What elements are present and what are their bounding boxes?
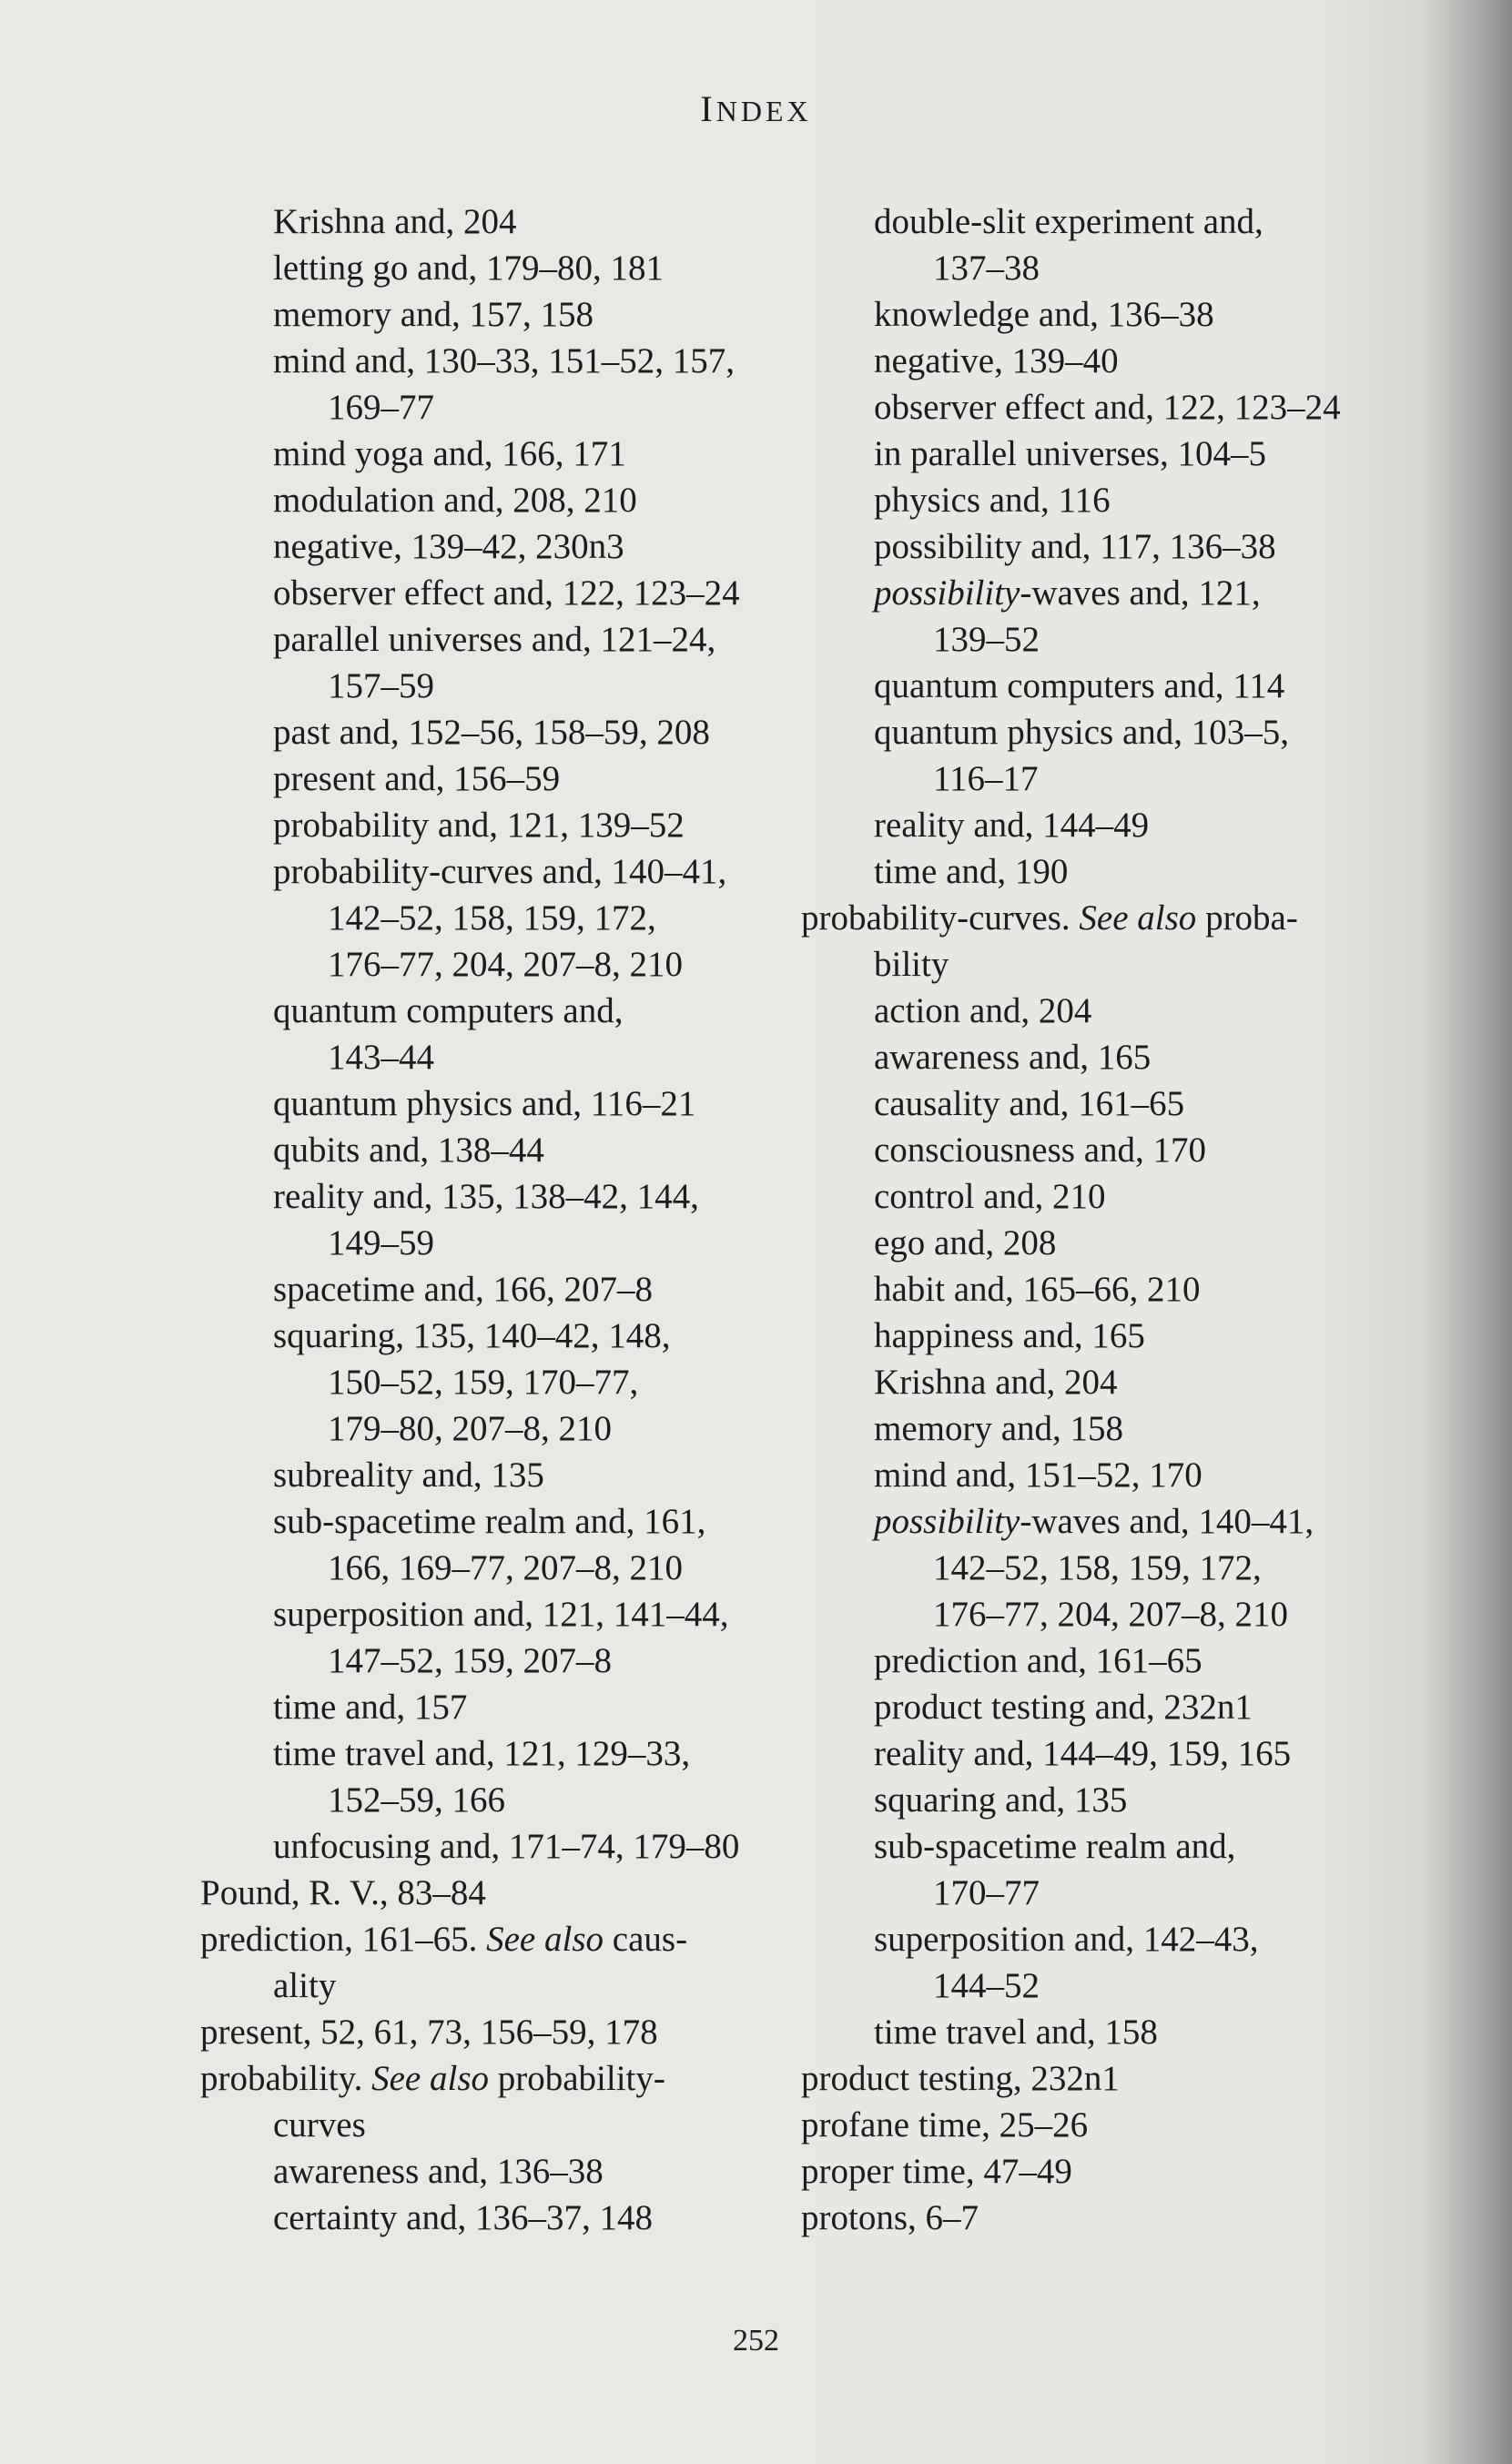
index-entry — [801, 1730, 1384, 1777]
index-entry — [200, 1730, 801, 1777]
index-entry — [801, 1684, 1384, 1730]
index-entry — [801, 1498, 1384, 1545]
index-entry — [200, 1266, 801, 1313]
index-entry — [801, 616, 1384, 663]
entry-text: ego and, 208 — [874, 1223, 1057, 1262]
entry-text: causality and, 161–65 — [874, 1084, 1185, 1123]
entry-text: negative, 139–40 — [874, 341, 1119, 380]
index-entry — [200, 1684, 801, 1730]
entry-text: action and, 204 — [874, 991, 1092, 1030]
index-entry — [200, 570, 801, 616]
entry-text: double-slit experiment and, — [874, 202, 1263, 241]
entry-text: letting go and, 179–80, 181 — [273, 248, 664, 288]
index-entry — [801, 245, 1384, 291]
entry-text: proper time, 47–49 — [801, 2152, 1072, 2191]
index-entry — [200, 1452, 801, 1498]
index-entry — [801, 848, 1384, 895]
index-entry — [801, 802, 1384, 848]
entry-text: Krishna and, 204 — [874, 1363, 1118, 1402]
index-column-left — [200, 198, 801, 2241]
index-entry — [801, 941, 1384, 988]
index-entry — [801, 1591, 1384, 1638]
index-entry — [801, 1127, 1384, 1173]
index-entry — [200, 2195, 801, 2241]
entry-text: 143–44 — [328, 1038, 434, 1077]
index-entry — [801, 1452, 1384, 1498]
entry-text: product testing and, 232n1 — [874, 1688, 1253, 1727]
entry-text: time travel and, 158 — [874, 2013, 1158, 2052]
entry-text: 157–59 — [328, 666, 434, 705]
index-entry — [801, 2195, 1384, 2241]
entry-text: negative, 139–42, 230n3 — [273, 527, 624, 566]
entry-text: probability and, 121, 139–52 — [273, 806, 685, 845]
index-entry — [801, 1638, 1384, 1684]
entry-text: consciousness and, 170 — [874, 1131, 1207, 1170]
entry-text: quantum computers and, — [273, 991, 624, 1030]
index-entry — [200, 1220, 801, 1266]
entry-text: mind yoga and, 166, 171 — [273, 434, 626, 473]
index-entry — [200, 1080, 801, 1127]
index-entry — [801, 1080, 1384, 1127]
entry-text: sub-spacetime realm and, 161, — [273, 1502, 706, 1541]
entry-text: parallel universes and, 121–24, — [273, 620, 716, 659]
index-entry — [801, 1823, 1384, 1870]
entry-text: control and, 210 — [874, 1177, 1106, 1216]
entry-text: quantum physics and, 116–21 — [273, 1084, 696, 1123]
entry-text: probability-curves. — [801, 898, 1080, 938]
index-entry — [801, 663, 1384, 709]
index-entry — [801, 570, 1384, 616]
entry-text: superposition and, 121, 141–44, — [273, 1595, 729, 1634]
entry-text: prediction and, 161–65 — [874, 1641, 1202, 1680]
entry-text: 142–52, 158, 159, 172, — [328, 898, 656, 938]
index-entry — [801, 895, 1384, 941]
entry-text: past and, 152–56, 158–59, 208 — [273, 713, 710, 752]
entry-text: present, 52, 61, 73, 156–59, 178 — [200, 2013, 658, 2052]
entry-text: physics and, 116 — [874, 481, 1111, 520]
entry-text: 176–77, 204, 207–8, 210 — [933, 1595, 1288, 1634]
index-entry — [200, 709, 801, 755]
entry-text: 139–52 — [933, 620, 1040, 659]
entry-text: spacetime and, 166, 207–8 — [273, 1270, 653, 1309]
index-entry — [801, 1173, 1384, 1220]
index-entry — [801, 988, 1384, 1034]
index-entry — [801, 2055, 1384, 2102]
entry-text: 142–52, 158, 159, 172, — [933, 1548, 1262, 1587]
index-entry — [200, 1405, 801, 1452]
index-entry — [200, 1173, 801, 1220]
index-entry — [801, 1266, 1384, 1313]
entry-text: observer effect and, 122, 123–24 — [273, 573, 740, 613]
index-entry — [801, 477, 1384, 523]
index-entry — [801, 523, 1384, 570]
entry-text: squaring, 135, 140–42, 148, — [273, 1316, 671, 1355]
entry-text: habit and, 165–66, 210 — [874, 1270, 1201, 1309]
entry-text: 170–77 — [933, 1873, 1040, 1912]
entry-text: time and, 157 — [273, 1688, 468, 1727]
index-entry — [200, 848, 801, 895]
index-entry — [200, 1313, 801, 1359]
entry-text: knowledge and, 136–38 — [874, 295, 1214, 334]
entry-text: reality and, 144–49, 159, 165 — [874, 1734, 1292, 1773]
index-entry — [801, 709, 1384, 755]
index-entry — [200, 755, 801, 802]
entry-text: qubits and, 138–44 — [273, 1131, 544, 1170]
index-entry — [200, 941, 801, 988]
entry-text: probability. — [200, 2059, 372, 2098]
index-entry — [200, 1638, 801, 1684]
index-entry — [200, 988, 801, 1034]
entry-text: 116–17 — [933, 759, 1039, 798]
entry-text: curves — [273, 2105, 366, 2145]
entry-text: 166, 169–77, 207–8, 210 — [328, 1548, 683, 1587]
index-entry — [801, 291, 1384, 338]
entry-text: mind and, 151–52, 170 — [874, 1455, 1202, 1495]
index-entry — [200, 616, 801, 663]
entry-text: happiness and, 165 — [874, 1316, 1145, 1355]
entry-text: 176–77, 204, 207–8, 210 — [328, 945, 683, 984]
index-entry — [200, 1916, 801, 1962]
index-entry — [200, 245, 801, 291]
index-entry — [200, 802, 801, 848]
entry-text: awareness and, 136–38 — [273, 2152, 604, 2191]
index-entry — [200, 1545, 801, 1591]
entry-text: awareness and, 165 — [874, 1038, 1152, 1077]
index-entry — [801, 2009, 1384, 2055]
entry-text: in parallel universes, 104–5 — [874, 434, 1267, 473]
index-entry — [200, 1870, 801, 1916]
entry-text-tail: -waves and, 121, — [1020, 573, 1261, 613]
entry-text: 152–59, 166 — [328, 1780, 505, 1820]
entry-emphasis: possibility — [874, 573, 1020, 613]
index-entry — [200, 2148, 801, 2195]
entry-text: mind and, 130–33, 151–52, 157, — [273, 341, 735, 380]
entry-text-tail: probability- — [489, 2059, 665, 2098]
entry-text: 137–38 — [933, 248, 1040, 288]
index-entry — [200, 1359, 801, 1405]
index-entry — [200, 663, 801, 709]
index-entry — [200, 2102, 801, 2148]
index-entry — [801, 2148, 1384, 2195]
index-entry — [801, 1777, 1384, 1823]
entry-text: reality and, 135, 138–42, 144, — [273, 1177, 699, 1216]
entry-emphasis: possibility — [874, 1502, 1020, 1541]
entry-text: 147–52, 159, 207–8 — [328, 1641, 612, 1680]
index-entry — [200, 431, 801, 477]
entry-text: 149–59 — [328, 1223, 434, 1262]
entry-text: superposition and, 142–43, — [874, 1920, 1259, 1959]
index-entry — [801, 1405, 1384, 1452]
entry-text: 179–80, 207–8, 210 — [328, 1409, 612, 1448]
index-entry — [200, 1823, 801, 1870]
index-column-right — [801, 198, 1384, 2241]
entry-text: product testing, 232n1 — [801, 2059, 1120, 2098]
index-entry — [200, 338, 801, 384]
entry-text: time travel and, 121, 129–33, — [273, 1734, 691, 1773]
page-number — [0, 2324, 1512, 2358]
index-entry — [801, 1545, 1384, 1591]
index-entry — [801, 198, 1384, 245]
index-entry — [200, 895, 801, 941]
entry-text: bility — [874, 945, 949, 984]
index-entry — [200, 1777, 801, 1823]
entry-text: quantum physics and, 103–5, — [874, 713, 1290, 752]
index-entry — [200, 1962, 801, 2009]
entry-text: protons, 6–7 — [801, 2198, 979, 2237]
entry-text: Pound, R. V., 83–84 — [200, 1873, 486, 1912]
index-entry — [801, 1962, 1384, 2009]
running-head — [0, 87, 1512, 130]
entry-text: time and, 190 — [874, 852, 1069, 891]
index-entry — [801, 755, 1384, 802]
entry-text: memory and, 157, 158 — [273, 295, 594, 334]
index-entry — [801, 338, 1384, 384]
entry-text: certainty and, 136–37, 148 — [273, 2198, 653, 2237]
index-entry — [801, 2102, 1384, 2148]
index-entry — [200, 477, 801, 523]
index-entry — [200, 523, 801, 570]
index-entry — [200, 384, 801, 431]
entry-text: prediction, 161–65. — [200, 1920, 487, 1959]
entry-text: modulation and, 208, 210 — [273, 481, 637, 520]
index-entry — [200, 1498, 801, 1545]
entry-text: Krishna and, 204 — [273, 202, 517, 241]
entry-text: quantum computers and, 114 — [874, 666, 1285, 705]
entry-text: memory and, 158 — [874, 1409, 1124, 1448]
index-entry — [200, 2055, 801, 2102]
entry-text: probability-curves and, 140–41, — [273, 852, 727, 891]
entry-emphasis: See also — [371, 2059, 489, 2098]
entry-text: possibility and, 117, 136–38 — [874, 527, 1276, 566]
index-entry — [801, 1220, 1384, 1266]
entry-text: profane time, 25–26 — [801, 2105, 1089, 2145]
entry-text: squaring and, 135 — [874, 1780, 1128, 1820]
entry-text: observer effect and, 122, 123–24 — [874, 388, 1341, 427]
entry-emphasis: See also — [486, 1920, 604, 1959]
entry-text: ality — [273, 1966, 337, 2005]
entry-text: subreality and, 135 — [273, 1455, 544, 1495]
entry-text: sub-spacetime realm and, — [874, 1827, 1236, 1866]
entry-text: 144–52 — [933, 1966, 1040, 2005]
entry-text-tail: -waves and, 140–41, — [1020, 1502, 1314, 1541]
index-entry — [801, 1313, 1384, 1359]
index-entry — [801, 1034, 1384, 1080]
entry-text-tail: caus- — [604, 1920, 688, 1959]
index-entry — [801, 384, 1384, 431]
entry-text: 169–77 — [328, 388, 434, 427]
index-entry — [200, 1034, 801, 1080]
page-number-text: 252 — [733, 2324, 779, 2358]
running-head-text: INDEX — [700, 88, 812, 129]
entry-text: present and, 156–59 — [273, 759, 561, 798]
index-entry — [801, 1870, 1384, 1916]
index-entry — [200, 1127, 801, 1173]
index-entry — [200, 291, 801, 338]
index-entry — [801, 431, 1384, 477]
index-entry — [200, 2009, 801, 2055]
entry-text: 150–52, 159, 170–77, — [328, 1363, 639, 1402]
index-entry — [801, 1916, 1384, 1962]
entry-text-tail: proba- — [1196, 898, 1298, 938]
entry-emphasis: See also — [1079, 898, 1197, 938]
index-entry — [200, 1591, 801, 1638]
index-entry — [801, 1359, 1384, 1405]
entry-text: unfocusing and, 171–74, 179–80 — [273, 1827, 740, 1866]
index-entry — [200, 198, 801, 245]
entry-text: reality and, 144–49 — [874, 806, 1150, 845]
